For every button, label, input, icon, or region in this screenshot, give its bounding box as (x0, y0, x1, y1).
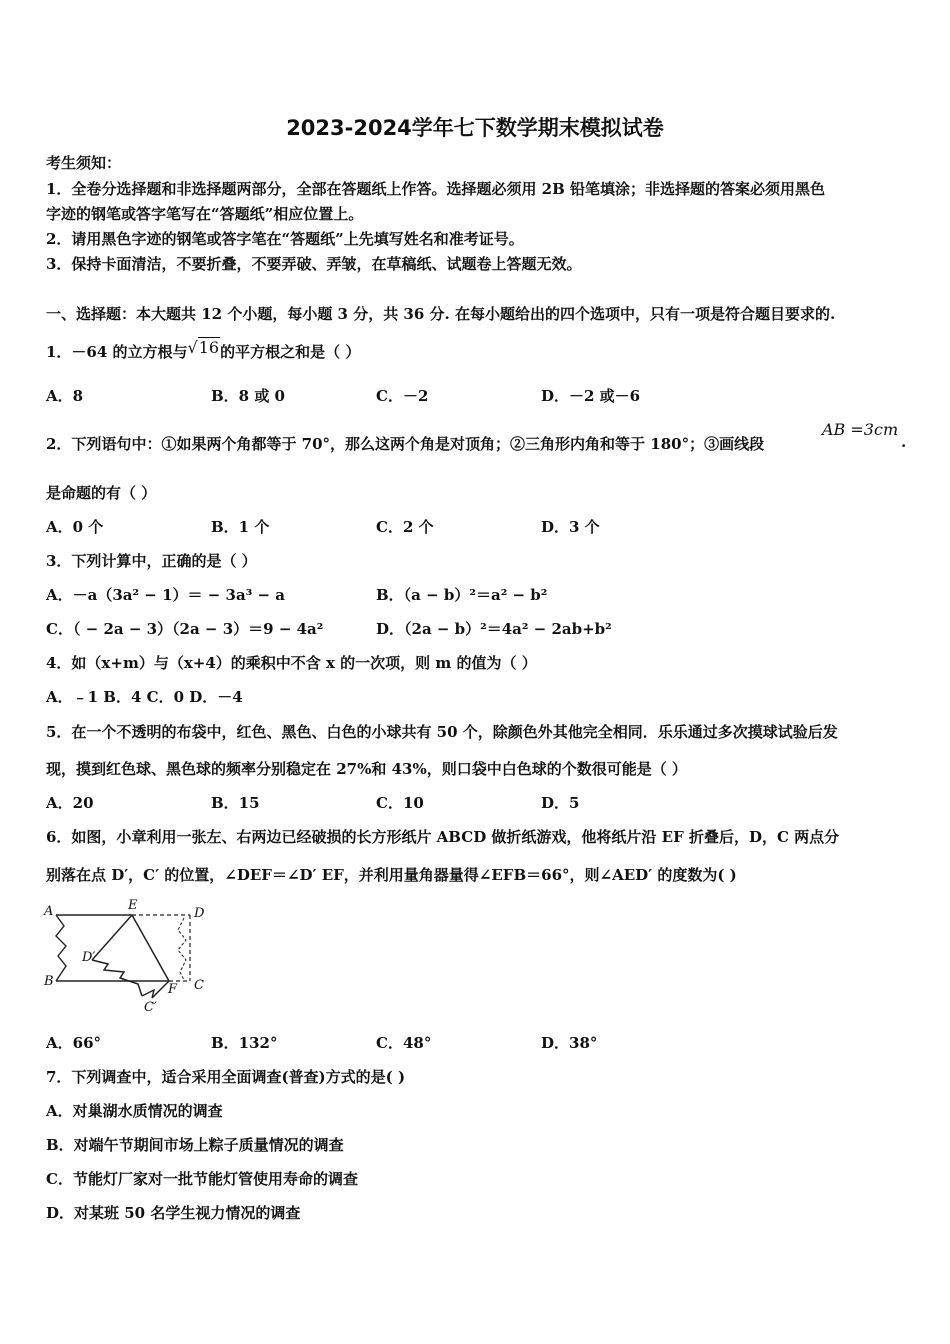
notice-heading: 考生须知： (46, 154, 122, 172)
q2-end: . (901, 433, 907, 451)
sqrt-symbol: √16 (187, 338, 220, 357)
q1-pre: 1．－64 的立方根与 (46, 343, 188, 361)
question-6: 6．如图，小章利用一张左、右两边已经破损的长方形纸片 ABCD 做折纸游戏，他将纸片沿 EF 折叠后，D，C 两点分 (46, 828, 840, 846)
question-4: 4．如（x+m）与（x+4）的乘积中不含 x 的一次项，则 m 的值为（ ） (46, 654, 537, 672)
q7-option-c: C．节能灯厂家对一批节能灯管使用寿命的调查 (46, 1170, 358, 1188)
q1-post: 的平方根之和是（ ） (220, 343, 361, 361)
q7-option-d: D．对某班 50 名学生视力情况的调查 (46, 1204, 301, 1222)
question-3: 3．下列计算中，正确的是（ ） (46, 552, 257, 570)
section-heading: 一、选择题：本大题共 12 个小题，每小题 3 分，共 36 分. 在每小题给出的四个选项中，只有一项是符合题目要求的. (46, 305, 836, 323)
notice-item: 字迹的钢笔或答字笔写在“答题纸”相应位置上。 (46, 205, 364, 223)
figure-drawing (44, 898, 214, 1020)
q4-options: A．﹣1 B．4 C．0 D．－4 (46, 688, 243, 706)
q7-option-a: A．对巢湖水质情况的调查 (46, 1102, 223, 1120)
q3-option-a: A．－a（3a² − 1）＝ − 3a³ − a (46, 586, 286, 604)
notice-item: 3．保持卡面清洁，不要折叠，不要弄破、弄皱，在草稿纸、试题卷上答题无效。 (46, 255, 582, 273)
label-c: C (194, 978, 204, 993)
q6-option-c: C．48° (376, 1034, 432, 1052)
notice-item: 2．请用黑色字迹的钢笔或答字笔在“答题纸”上先填写姓名和准考证号。 (46, 230, 524, 248)
label-b: B (44, 974, 54, 989)
exam-title: 2023-2024学年七下数学期末模拟试卷 (286, 116, 664, 140)
q2-formula: AB =3cm (822, 420, 899, 439)
q6-option-d: D．38° (541, 1034, 598, 1052)
question-5-cont: 现，摸到红色球、黑色球的频率分别稳定在 27%和 43%，则口袋中白色球的个数很可能是（ ） (46, 760, 687, 778)
label-c-prime: C′ (144, 1000, 157, 1015)
q1-option-c: C．－2 (376, 387, 429, 405)
question-7: 7．下列调查中，适合采用全面调查(普查)方式的是( ) (46, 1068, 406, 1086)
q5-option-a: A．20 (46, 794, 94, 812)
folding-figure (44, 898, 214, 1020)
q2-option-b: B．1 个 (211, 518, 270, 536)
q3-option-b: B．（a − b）²＝a² − b² (376, 586, 548, 604)
q2-option-a: A．0 个 (46, 518, 104, 536)
question-2: 2．下列语句中：①如果两个角都等于 70°，那么这两个角是对顶角；②三角形内角和等于 180°；③画线段 (46, 435, 765, 453)
question-6-cont: 别落在点 D′，C′ 的位置，∠DEF＝∠D′ EF，并利用量角器量得∠EFB＝66°，则∠AED′ 的度数为( ) (46, 866, 737, 884)
q6-option-b: B．132° (211, 1034, 278, 1052)
q5-option-c: C．10 (376, 794, 424, 812)
q2-option-d: D．3 个 (541, 518, 600, 536)
q1-radicand: 16 (198, 338, 220, 357)
q3-option-d: D．（2a − b）²＝4a² − 2ab+b² (376, 620, 612, 638)
q1-option-d: D．－2 或－6 (541, 387, 641, 405)
q3-option-c: C．（ − 2a − 3）（2a − 3）＝9 − 4a² (46, 620, 324, 638)
notice-item: 1．全卷分选择题和非选择题两部分，全部在答题纸上作答。选择题必须用 2B 铅笔填涂；非选择题的答案必须用黑色 (46, 180, 826, 198)
q1-option-a: A．8 (46, 387, 84, 405)
label-f: F (168, 982, 178, 997)
label-e: E (128, 898, 138, 913)
question-1 (46, 338, 360, 362)
label-d: D (194, 906, 205, 921)
question-5: 5．在一个不透明的布袋中，红色、黑色、白色的小球共有 50 个，除颜色外其他完全相同．乐乐通过多次摸球试验后发 (46, 723, 838, 741)
q1-option-b: B．8 或 0 (211, 387, 285, 405)
q6-option-a: A．66° (46, 1034, 102, 1052)
question-2-cont: 是命题的有（ ） (46, 484, 157, 502)
label-a: A (44, 904, 54, 919)
q5-option-b: B．15 (211, 794, 260, 812)
q5-option-d: D．5 (541, 794, 580, 812)
q2-option-c: C．2 个 (376, 518, 434, 536)
q7-option-b: B．对端午节期间市场上粽子质量情况的调查 (46, 1136, 344, 1154)
label-d-prime: D′ (82, 950, 96, 965)
